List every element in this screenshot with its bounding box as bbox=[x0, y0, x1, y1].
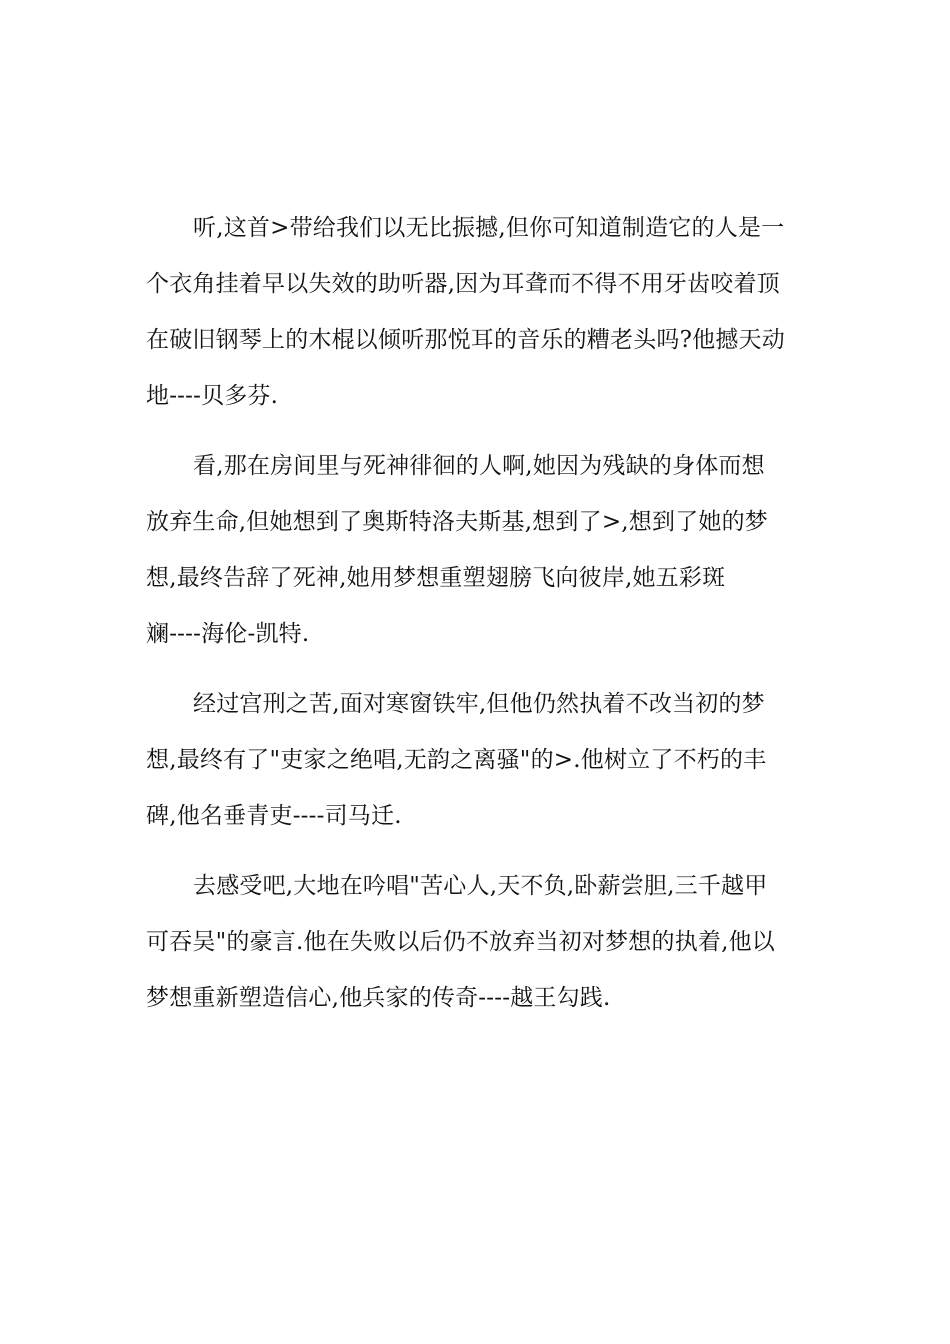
paragraph-helen-keller bbox=[146, 438, 811, 662]
text-line: 想,最终有了"吏家之绝唱,无韵之离骚"的>.他树立了不朽的丰 bbox=[146, 747, 767, 773]
paragraph-sima-qian bbox=[146, 676, 811, 844]
text-line: 在破旧钢琴上的木棍以倾听那悦耳的音乐的糟老头吗?他撼天动 bbox=[146, 327, 785, 353]
text-line: 去感受吧,大地在吟唱"苦心人,天不负,卧薪尝胆,三千越甲 bbox=[193, 873, 768, 899]
text-line: 个衣角挂着早以失效的助听器,因为耳聋而不得不用牙齿咬着顶 bbox=[146, 271, 780, 297]
text-line: 斓----海伦-凯特. bbox=[146, 621, 310, 647]
paragraph-beethoven bbox=[146, 200, 811, 424]
text-line: 放弃生命,但她想到了奥斯特洛夫斯基,想到了>,想到了她的梦 bbox=[146, 509, 769, 535]
text-line: 地----贝多芬. bbox=[146, 383, 279, 409]
text-line: 经过宫刑之苦,面对寒窗铁牢,但他仍然执着不改当初的梦 bbox=[193, 691, 765, 717]
text-line: 碑,他名垂青吏----司马迁. bbox=[146, 803, 402, 829]
text-line: 想,最终告辞了死神,她用梦想重塑翅膀飞向彼岸,她五彩斑 bbox=[146, 565, 726, 591]
text-line: 梦想重新塑造信心,他兵家的传奇----越王勾践. bbox=[146, 985, 611, 1011]
paragraph-goujian bbox=[146, 858, 811, 1026]
document-body bbox=[146, 200, 811, 1040]
text-line: 听,这首>带给我们以无比振撼,但你可知道制造它的人是一 bbox=[193, 215, 785, 241]
text-line: 可吞吴"的豪言.他在失败以后仍不放弃当初对梦想的执着,他以 bbox=[146, 929, 776, 955]
text-line: 看,那在房间里与死神徘徊的人啊,她因为残缺的身体而想 bbox=[193, 453, 765, 479]
